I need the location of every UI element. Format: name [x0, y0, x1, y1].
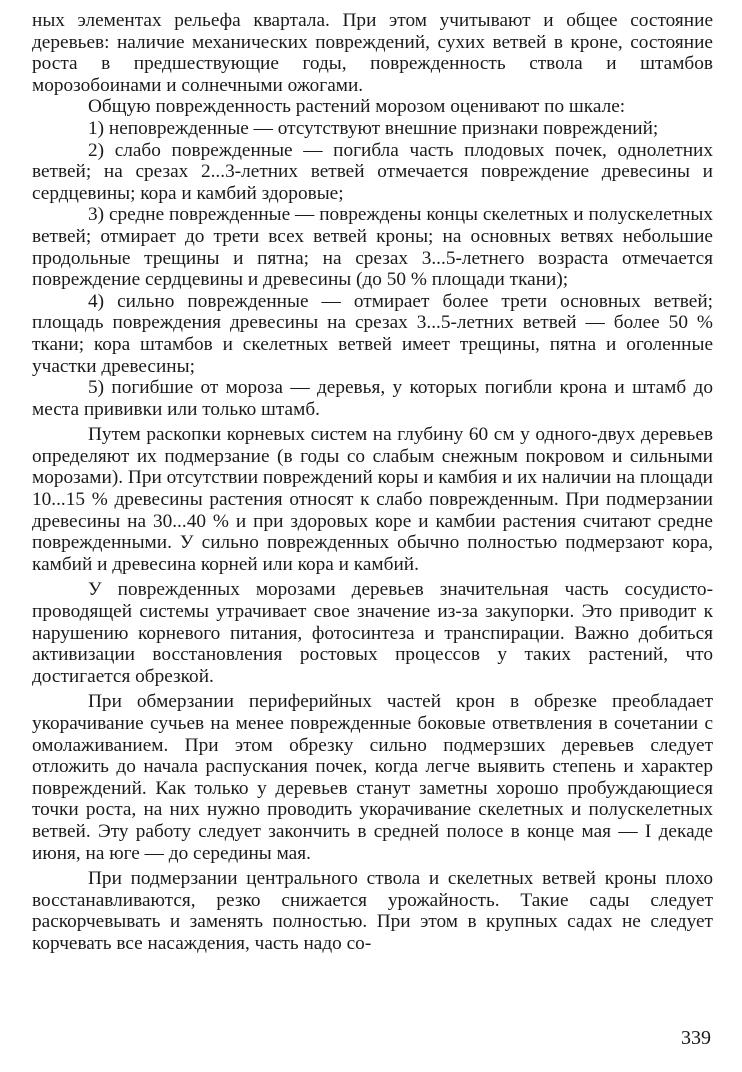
paragraph-pruning: При обмерзании периферийных частей крон в обрезке преобладает укорачивание сучьев на менее поврежденные боковые ответвления в сочетании с омолаживанием. При этом обрезку сильно подмерзших деревьев следует отложить до начала распускания почек, когда легче выявить степень и характер повреждений. Как только у деревьев станут заметны хорошо пробуждающиеся точки роста, на них нужно проводить укорачивание скелетных и полускелетных ветвей. Эту работу следует закончить в средней полосе в конце мая — I декаде июня, на юге — до середины мая.: [32, 691, 713, 864]
scale-item-3: 3) средне поврежденные — повреждены концы скелетных и полускелетных ветвей; отмирает до трети всех ветвей кроны; на основных ветвях небольшие продольные трещины и пятна; на срезах 3...5-летнего возраста отмечается повреждение сердцевины и древесины (до 50 % площади ткани);: [32, 204, 713, 291]
body-text: [32, 10, 713, 955]
scale-item-2: 2) слабо поврежденные — погибла часть плодовых почек, однолетних ветвей; на срезах 2...3-летних ветвей отмечается повреждение древесины и сердцевины; кора и камбий здоровые;: [32, 139, 713, 204]
scale-item-4: 4) сильно поврежденные — отмирает более трети основных ветвей; площадь повреждения древесины на срезах 3...5-летних ветвей — более 50 % ткани; кора штамбов и скелетных ветвей имеет трещины, пятна и оголенные участки древесины;: [32, 290, 713, 377]
scale-item-1: 1) неповрежденные — отсутствуют внешние признаки повреждений;: [88, 117, 659, 139]
paragraph-continuation: ных элементах рельефа квартала. При этом учитывают и общее состояние деревьев: наличие механических повреждений, сухих ветвей в кроне, состояние роста в предшествующие годы, поврежденность ствола и штамбов морозобоинами и солнечными ожогами.: [32, 10, 713, 96]
paragraph-scale-intro: Общую поврежденность растений морозом оценивают по шкале:: [88, 96, 626, 118]
paragraph-central-trunk: При подмерзании центрального ствола и скелетных ветвей кроны плохо восстанавливаются, резко снижается урожайность. Такие сады следует раскорчевывать и заменять полностью. При этом в крупных садах не следует корчевать все насаждения, часть надо со-: [32, 868, 713, 954]
scale-item-5: 5) погибшие от мороза — деревья, у которых погибли крона и штамб до места прививки или только штамб.: [32, 377, 713, 420]
paragraph-vascular-system: У поврежденных морозами деревьев значительная часть сосудисто-проводящей системы утрачивает свое значение из-за закупорки. Это приводит к нарушению корневого питания, фотосинтеза и транспирации. Важно добиться активизации восстановления ростовых процессов у таких растений, что достигается обрезкой.: [32, 579, 713, 687]
page-number: 339: [681, 1027, 711, 1049]
paragraph-root-excavation: Путем раскопки корневых систем на глубину 60 см у одного-двух деревьев определяют их подмерзание (в годы со слабым снежным покровом и сильными морозами). При отсутствии повреждений коры и камбия и их наличии на площади 10...15 % древесины растения относят к слабо поврежденным. При подмерзании древесины на 30...40 % и при здоровых коре и камбии растения считают средне поврежденными. У сильно поврежденных обычно полностью подмерзают кора, камбий и древесина корней или кора и камбий.: [32, 424, 713, 575]
